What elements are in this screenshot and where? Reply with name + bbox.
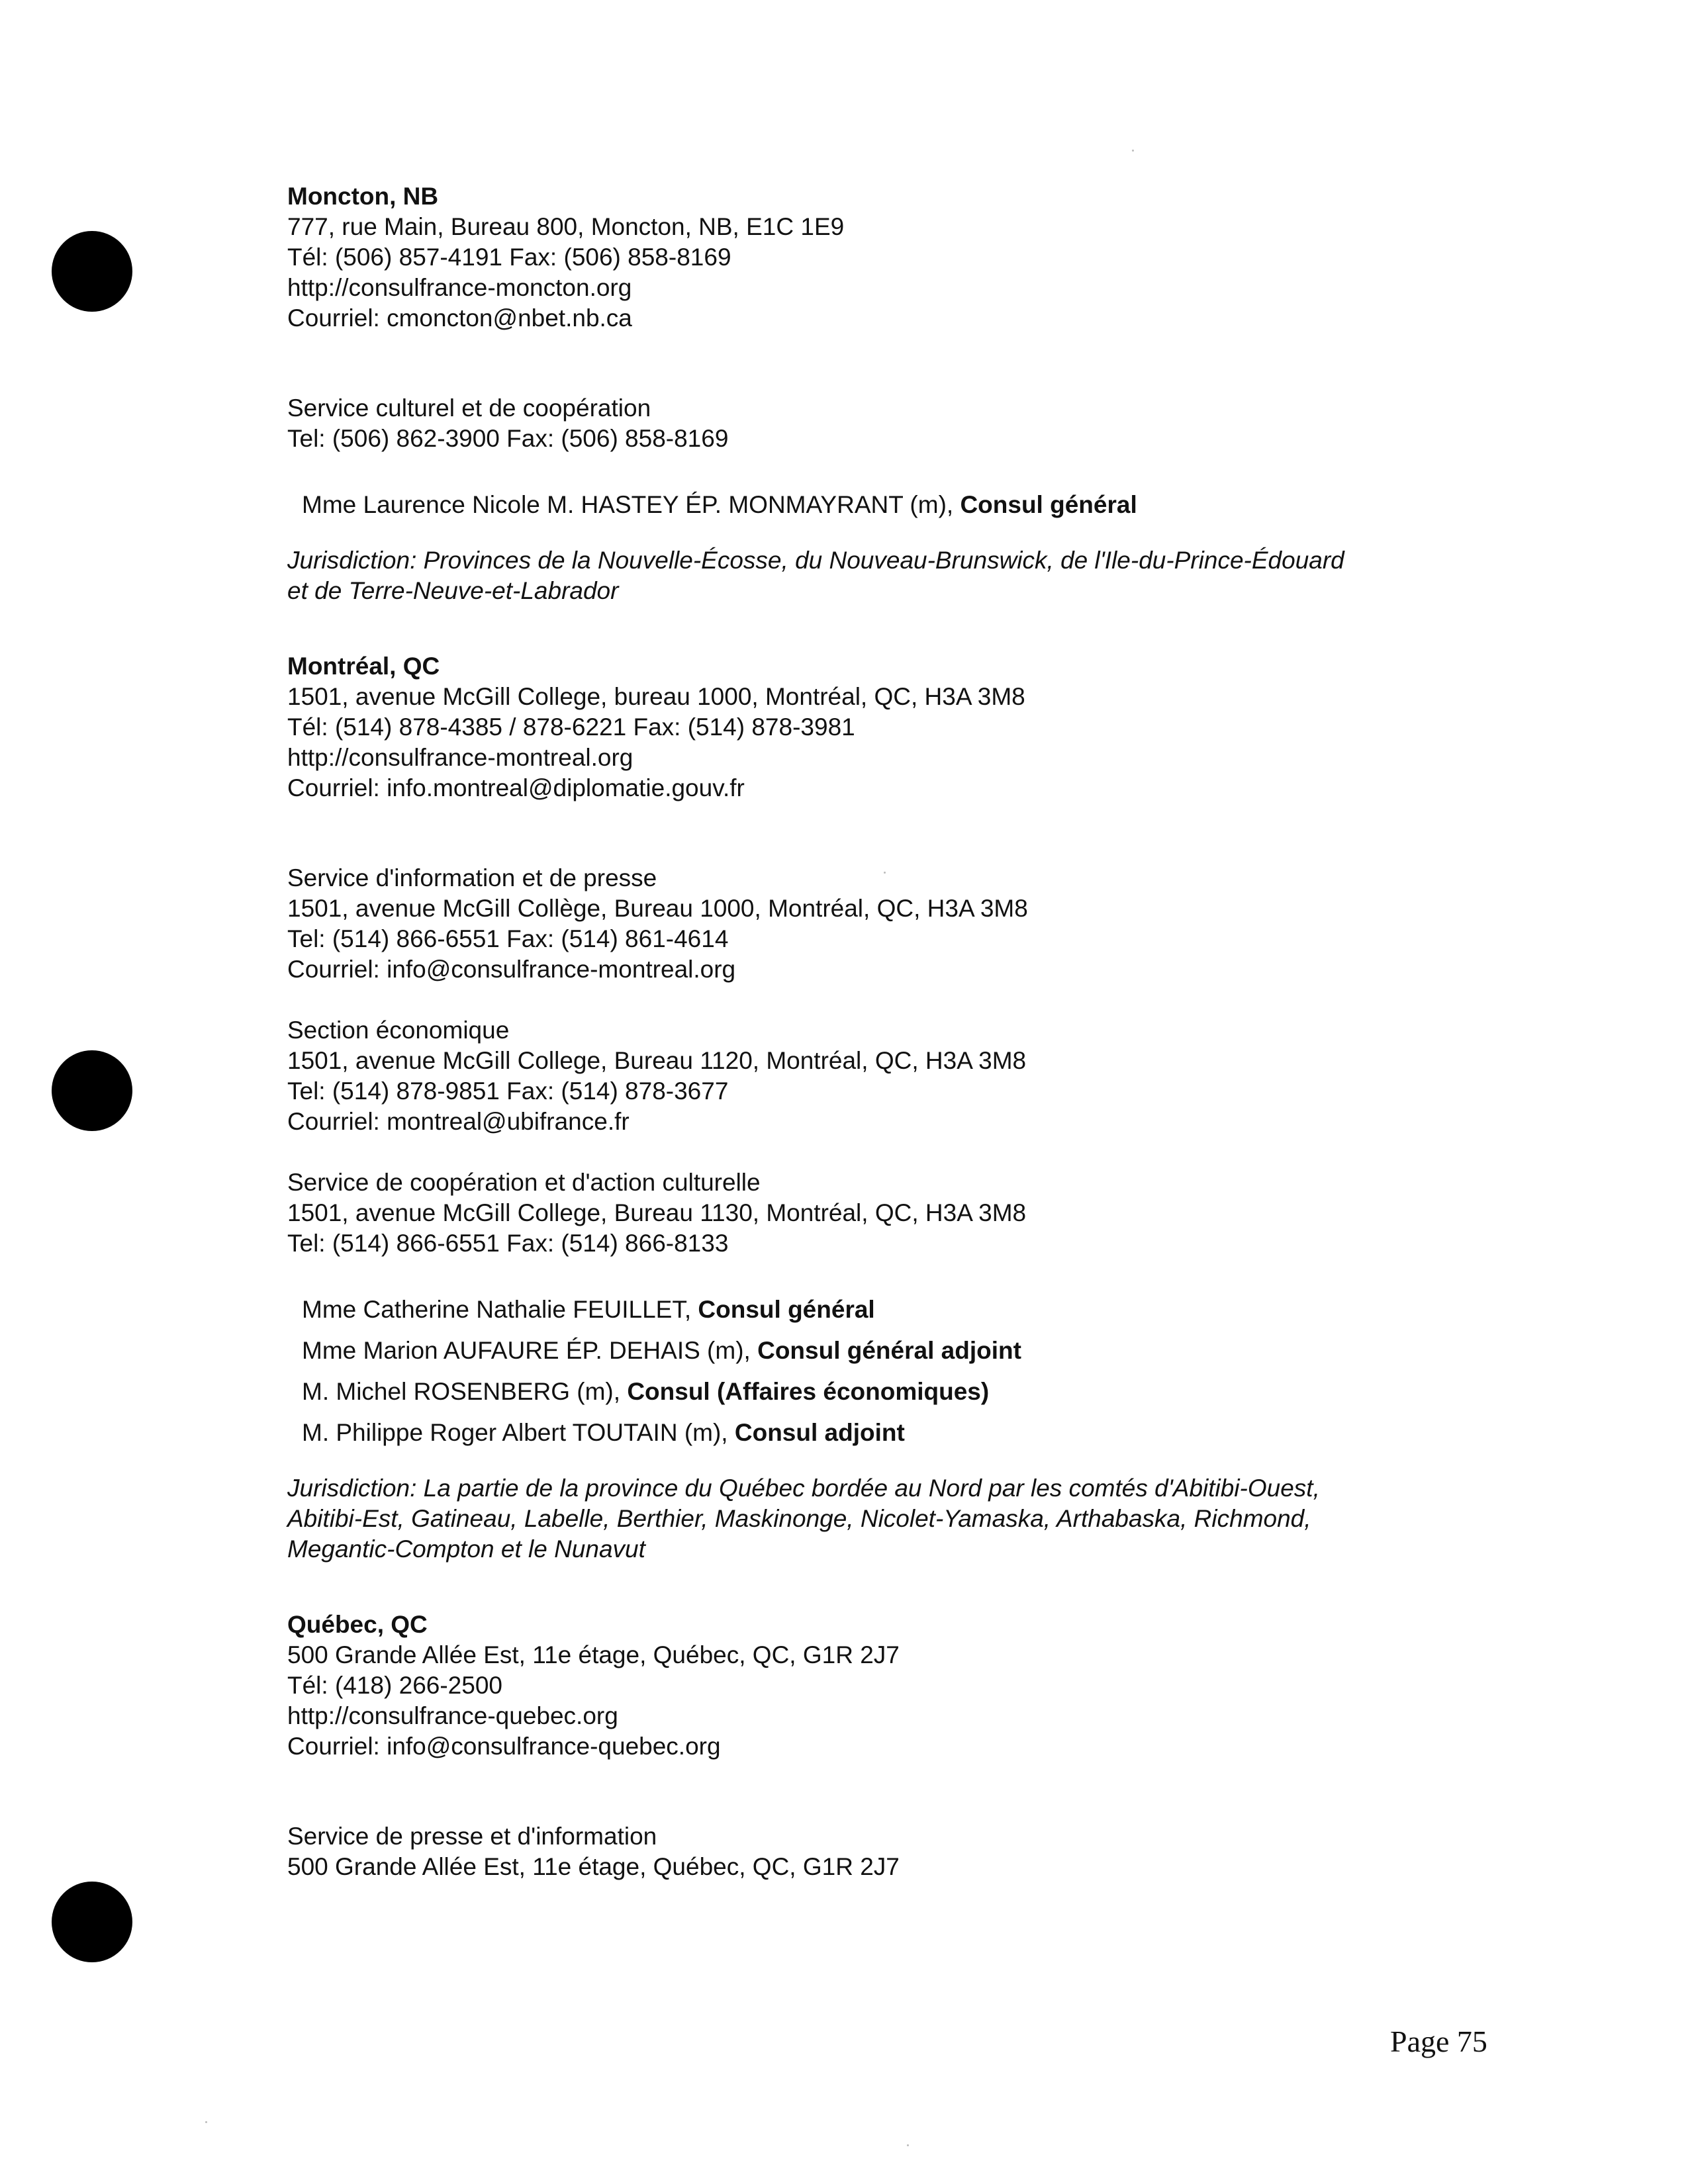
service-phone-fax: Tel: (514) 866-6551 Fax: (514) 861-4614 <box>287 925 729 952</box>
staff-name: Mme Marion AUFAURE ÉP. DEHAIS (m), <box>302 1337 751 1364</box>
binder-hole-middle <box>52 1050 132 1131</box>
staff-name: Mme Laurence Nicole M. HASTEY ÉP. MONMAYRANT (m), <box>302 491 954 518</box>
phone-fax: Tél: (514) 878-4385 / 878-6221 Fax: (514) 878-3981 <box>287 713 855 741</box>
staff-entry <box>287 1330 1545 1371</box>
phone-fax: Tél: (506) 857-4191 Fax: (506) 858-8169 <box>287 244 731 271</box>
document-body <box>287 181 1545 1882</box>
staff-name: Mme Catherine Nathalie FEUILLET, <box>302 1296 692 1323</box>
staff-entry <box>287 484 1545 525</box>
service-name: Service d'information et de presse <box>287 864 657 891</box>
service-phone-fax: Tel: (514) 866-6551 Fax: (514) 866-8133 <box>287 1230 729 1257</box>
website: http://consulfrance-montreal.org <box>287 744 633 771</box>
staff-title: Consul général <box>698 1296 875 1323</box>
staff-name: M. Michel ROSENBERG (m), <box>302 1378 621 1405</box>
service-phone-fax: Tel: (506) 862-3900 Fax: (506) 858-8169 <box>287 425 729 452</box>
jurisdiction-line: Abitibi-Est, Gatineau, Labelle, Berthier, Maskinonge, Nicolet-Yamaska, Arthabaska, Richmond, <box>287 1505 1311 1532</box>
city-heading: Montréal, QC <box>287 653 440 680</box>
website: http://consulfrance-moncton.org <box>287 274 632 301</box>
website: http://consulfrance-quebec.org <box>287 1702 618 1729</box>
consulate-montreal <box>287 651 1545 1565</box>
city-heading: Québec, QC <box>287 1611 428 1638</box>
address: 500 Grande Allée Est, 11e étage, Québec, QC, G1R 2J7 <box>287 1641 900 1668</box>
email: Courriel: info@consulfrance-quebec.org <box>287 1733 721 1760</box>
staff-title: Consul adjoint <box>734 1419 905 1446</box>
jurisdiction-line: Jurisdiction: Provinces de la Nouvelle-Écosse, du Nouveau-Brunswick, de l'Ile-du-Prince-Édouard <box>287 547 1344 574</box>
jurisdiction-line: Jurisdiction: La partie de la province du Québec bordée au Nord par les comtés d'Abitibi-Ouest, <box>287 1475 1320 1502</box>
service-email: Courriel: montreal@ubifrance.fr <box>287 1108 630 1135</box>
address: 777, rue Main, Bureau 800, Moncton, NB, E1C 1E9 <box>287 213 845 240</box>
scan-speck <box>1132 150 1134 152</box>
service-address: 1501, avenue McGill College, Bureau 1130, Montréal, QC, H3A 3M8 <box>287 1199 1027 1226</box>
phone: Tél: (418) 266-2500 <box>287 1672 502 1699</box>
email: Courriel: info.montreal@diplomatie.gouv.fr <box>287 774 745 801</box>
staff-entry <box>287 1412 1545 1453</box>
scan-speck <box>205 2121 207 2123</box>
email: Courriel: cmoncton@nbet.nb.ca <box>287 304 632 332</box>
service-address: 1501, avenue McGill College, Bureau 1120, Montréal, QC, H3A 3M8 <box>287 1047 1027 1074</box>
service-address: 500 Grande Allée Est, 11e étage, Québec, QC, G1R 2J7 <box>287 1853 900 1880</box>
consulate-quebec <box>287 1610 1545 1882</box>
staff-entry <box>287 1289 1545 1330</box>
service-email: Courriel: info@consulfrance-montreal.org <box>287 956 736 983</box>
staff-title: Consul général adjoint <box>757 1337 1021 1364</box>
service-name: Service culturel et de coopération <box>287 394 651 422</box>
jurisdiction-line: et de Terre-Neuve-et-Labrador <box>287 577 619 604</box>
service-name: Section économique <box>287 1017 510 1044</box>
service-name: Service de coopération et d'action culturelle <box>287 1169 761 1196</box>
binder-hole-top <box>52 231 132 312</box>
city-heading: Moncton, NB <box>287 183 439 210</box>
staff-title: Consul général <box>960 491 1137 518</box>
consulate-moncton <box>287 181 1545 606</box>
staff-name: M. Philippe Roger Albert TOUTAIN (m), <box>302 1419 728 1446</box>
scan-speck <box>907 2144 909 2146</box>
service-name: Service de presse et d'information <box>287 1823 657 1850</box>
service-address: 1501, avenue McGill Collège, Bureau 1000, Montréal, QC, H3A 3M8 <box>287 895 1028 922</box>
staff-title: Consul (Affaires économiques) <box>627 1378 990 1405</box>
service-phone-fax: Tel: (514) 878-9851 Fax: (514) 878-3677 <box>287 1077 729 1105</box>
page-number: Page 75 <box>1390 2025 1487 2058</box>
binder-hole-bottom <box>52 1882 132 1962</box>
address: 1501, avenue McGill College, bureau 1000, Montréal, QC, H3A 3M8 <box>287 683 1025 710</box>
jurisdiction-line: Megantic-Compton et le Nunavut <box>287 1535 645 1563</box>
staff-entry <box>287 1371 1545 1412</box>
